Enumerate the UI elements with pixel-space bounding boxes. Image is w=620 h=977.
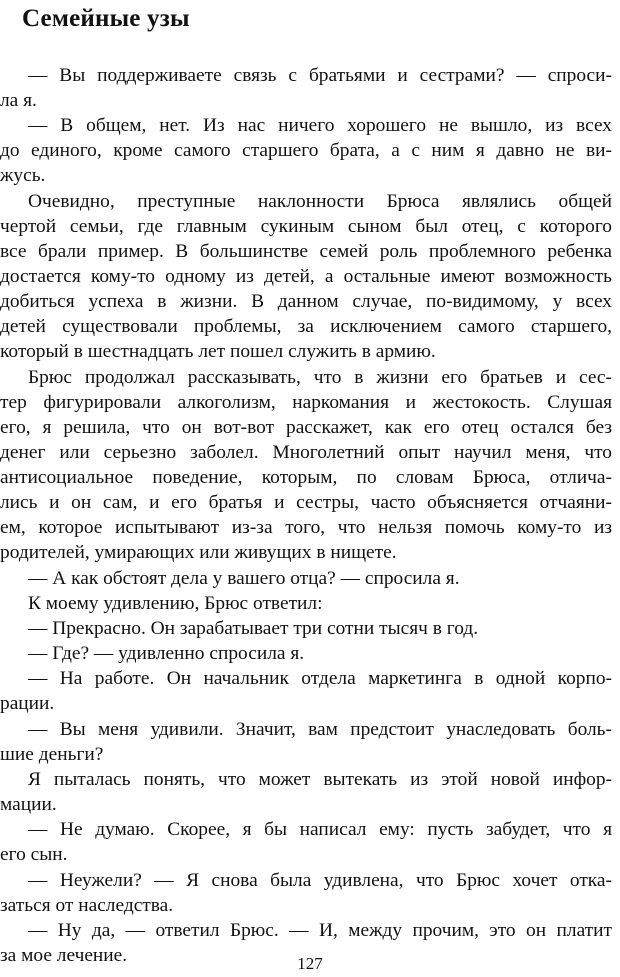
text-line: — Неужели? — Я снова была удивлена, что Брюс хочет отка- — [28, 870, 612, 891]
text-line: тер фигурировали алкоголизм, наркомания и жестокость. Слушая — [0, 392, 612, 413]
text-line: — Не думаю. Скорее, я бы написал ему: пусть забудет, что я — [28, 819, 612, 840]
text-line: до единого, кроме самого старшего брата, а с ним я давно не ви- — [0, 140, 612, 161]
text-line: Очевидно, преступные наклонности Брюса являлись общей — [28, 191, 612, 212]
text-line: шие деньги? — [0, 744, 104, 765]
text-line: за мое лечение. — [0, 945, 128, 966]
text-line: ем, которое испытывают из-за того, что нельзя помочь кому-то из — [0, 517, 612, 538]
text-line: который в шестнадцать лет пошел служить в армию. — [0, 341, 436, 362]
text-line: лись и он сам, и его братья и сестры, часто объясняется отчаяни- — [0, 492, 612, 513]
text-line: Я пыталась понять, что может вытекать из этой новой инфор- — [28, 769, 612, 790]
text-line: все брали пример. В большинстве семей роль проблемного ребенка — [0, 241, 612, 262]
text-line: детей существовали проблемы, за исключением самого старшего, — [0, 316, 612, 337]
text-line: антисоциальное поведение, которым, по словам Брюса, отлича- — [0, 467, 612, 488]
text-line: — Прекрасно. Он зарабатывает три сотни тысяч в год. — [28, 618, 479, 639]
text-line: родителей, умирающих или живущих в нищете. — [0, 542, 397, 563]
text-line: — Где? — удивленно спросила я. — [28, 643, 305, 664]
text-line: денег или серьезно заболел. Многолетний опыт научил меня, что — [0, 442, 612, 463]
text-line: — Вы меня удивили. Значит, вам предстоит унаследовать боль- — [28, 719, 612, 740]
text-line: его, я решила, что он вот-вот расскажет, как его отец остался без — [0, 417, 612, 438]
text-line: добиться успеха в жизни. В данном случае, по-видимому, у всех — [0, 291, 612, 312]
text-line: ла я. — [0, 90, 37, 111]
text-line: — Вы поддерживаете связь с братьями и сестрами? — спроси- — [28, 65, 612, 86]
text-line: мации. — [0, 794, 57, 815]
text-line: жусь. — [0, 165, 46, 186]
text-line: чертой семьи, где главным сукиным сыном был отец, с которого — [0, 216, 612, 237]
text-line: Брюс продолжал рассказывать, что в жизни его братьев и сес- — [28, 367, 612, 388]
text-line: достается кому-то одному из детей, а остальные имеют возможность — [0, 266, 612, 287]
text-line: — На работе. Он начальник отдела маркетинга в одной корпо- — [28, 668, 612, 689]
text-line: К моему удивлению, Брюс ответил: — [28, 593, 323, 614]
text-line: — Ну да, — ответил Брюс. — И, между прочим, это он платит — [28, 920, 612, 941]
text-line: рации. — [0, 693, 55, 714]
text-line: его сын. — [0, 844, 68, 865]
text-line: — А как обстоят дела у вашего отца? — спросила я. — [28, 568, 460, 589]
text-line: — В общем, нет. Из нас ничего хорошего не вышло, из всех — [28, 115, 612, 136]
running-header: Семейные узы — [22, 5, 190, 32]
text-line: заться от наследства. — [0, 895, 174, 916]
page-number: 127 — [297, 954, 323, 973]
